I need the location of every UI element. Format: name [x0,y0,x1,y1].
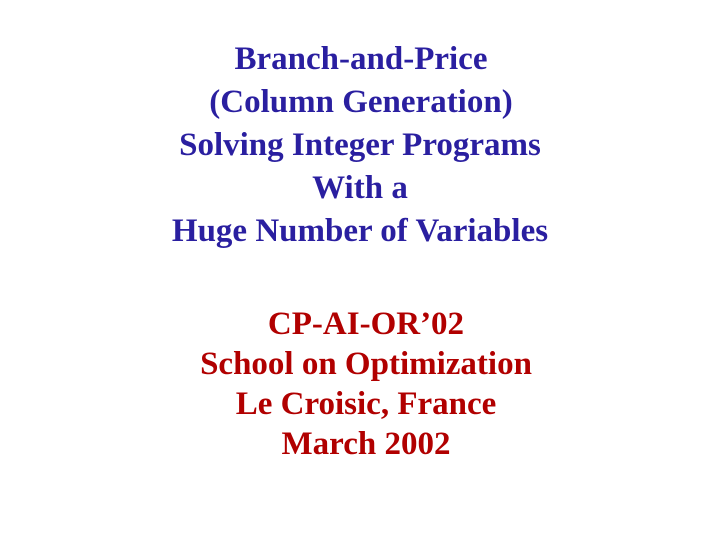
title-line-3: Solving Integer Programs [179,127,541,163]
event-location: Le Croisic, France [235,386,497,422]
event-name: CP-AI-OR’02 [267,306,465,342]
title-line-4: With a [312,170,408,206]
title-line-5: Huge Number of Variables [171,213,549,249]
event-school: School on Optimization [200,346,532,382]
title-line-1: Branch-and-Price [234,41,488,77]
slide-title [0,38,720,253]
event-date: March 2002 [281,426,451,462]
title-line-2: (Column Generation) [209,84,513,120]
event-info [0,304,720,464]
